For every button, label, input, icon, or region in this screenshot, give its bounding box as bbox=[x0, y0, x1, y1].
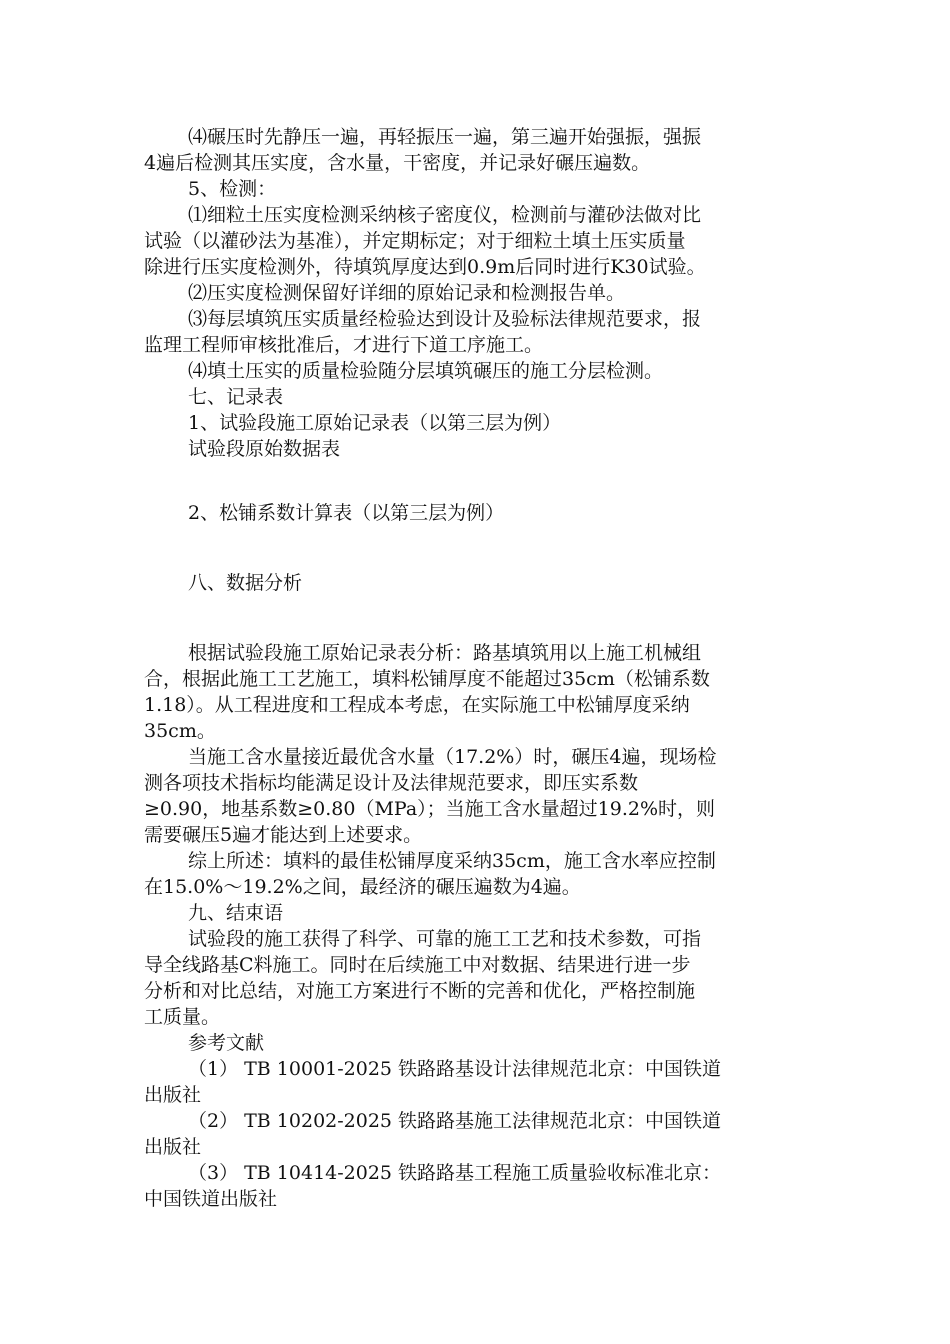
paragraph-line: ≥0.90，地基系数≥0.80（MPa）；当施工含水量超过19.2%时，则 bbox=[144, 798, 716, 820]
paragraph-line: ⑶每层填筑压实质量经检验达到设计及验标法律规范要求，报 bbox=[188, 308, 702, 330]
reference-item: （2） TB 10202-2025 铁路路基施工法律规范北京：中国铁道 bbox=[188, 1110, 722, 1132]
paragraph-line: 综上所述：填料的最佳松铺厚度采纳35cm，施工含水率应控制 bbox=[188, 850, 716, 872]
paragraph-line: 当施工含水量接近最优含水量（17.2%）时，碾压4遍，现场检 bbox=[188, 746, 717, 768]
references-heading: 参考文献 bbox=[188, 1032, 265, 1054]
subsection-heading: 1、试验段施工原始记录表（以第三层为例） bbox=[188, 412, 562, 434]
paragraph-line: 除进行压实度检测外，待填筑厚度达到0.9m后同时进行K30试验。 bbox=[144, 256, 706, 278]
section-heading: 七、记录表 bbox=[188, 386, 284, 408]
paragraph-line: 1.18）。从工程进度和工程成本考虑，在实际施工中松铺厚度采纳 bbox=[144, 694, 690, 716]
paragraph-line: ⑴细粒土压实度检测采纳核子密度仪，检测前与灌砂法做对比 bbox=[188, 204, 702, 226]
paragraph-line: ⑷填土压实的质量检验随分层填筑碾压的施工分层检测。 bbox=[188, 360, 664, 382]
reference-item: （3） TB 10414-2025 铁路路基工程施工质量验收标准北京： bbox=[188, 1162, 722, 1184]
reference-item: 中国铁道出版社 bbox=[144, 1188, 278, 1210]
paragraph-line: 根据试验段施工原始记录表分析：路基填筑用以上施工机械组 bbox=[188, 642, 702, 664]
section-heading: 九、结束语 bbox=[188, 902, 284, 924]
table-caption: 试验段原始数据表 bbox=[188, 438, 341, 460]
paragraph-line: 需要碾压5遍才能达到上述要求。 bbox=[144, 824, 423, 846]
document-body bbox=[144, 124, 804, 1212]
subsection-heading: 2、松铺系数计算表（以第三层为例） bbox=[188, 502, 505, 524]
paragraph-line: 工质量。 bbox=[144, 1006, 221, 1028]
reference-item: 出版社 bbox=[144, 1136, 202, 1158]
reference-item: （1） TB 10001-2025 铁路路基设计法律规范北京：中国铁道 bbox=[188, 1058, 722, 1080]
reference-item: 出版社 bbox=[144, 1084, 202, 1106]
paragraph-line: 4遍后检测其压实度，含水量，干密度，并记录好碾压遍数。 bbox=[144, 152, 651, 174]
paragraph-line: 合，根据此施工工艺施工，填料松铺厚度不能超过35cm（松铺系数 bbox=[144, 668, 710, 690]
paragraph-line: 测各项技术指标均能满足设计及法律规范要求，即压实系数 bbox=[144, 772, 639, 794]
blank-space bbox=[144, 462, 804, 500]
paragraph-line: 试验段的施工获得了科学、可靠的施工工艺和技术参数，可指 bbox=[188, 928, 702, 950]
paragraph-line: 分析和对比总结，对施工方案进行不断的完善和优化，严格控制施 bbox=[144, 980, 696, 1002]
paragraph-line: ⑵压实度检测保留好详细的原始记录和检测报告单。 bbox=[188, 282, 626, 304]
paragraph-line: 35cm。 bbox=[144, 720, 216, 742]
blank-space bbox=[144, 596, 804, 640]
section-heading: 5、检测： bbox=[188, 178, 277, 200]
blank-space bbox=[144, 526, 804, 570]
paragraph-line: ⑷碾压时先静压一遍，再轻振压一遍，第三遍开始强振，强振 bbox=[188, 126, 702, 148]
paragraph-line: 试验（以灌砂法为基准），并定期标定；对于细粒土填土压实质量 bbox=[144, 230, 686, 252]
paragraph-line: 在15.0%～19.2%之间，最经济的碾压遍数为4遍。 bbox=[144, 876, 581, 898]
paragraph-line: 监理工程师审核批准后，才进行下道工序施工。 bbox=[144, 334, 544, 356]
section-heading: 八、数据分析 bbox=[188, 572, 303, 594]
paragraph-line: 导全线路基C料施工。同时在后续施工中对数据、结果进行进一步 bbox=[144, 954, 691, 976]
